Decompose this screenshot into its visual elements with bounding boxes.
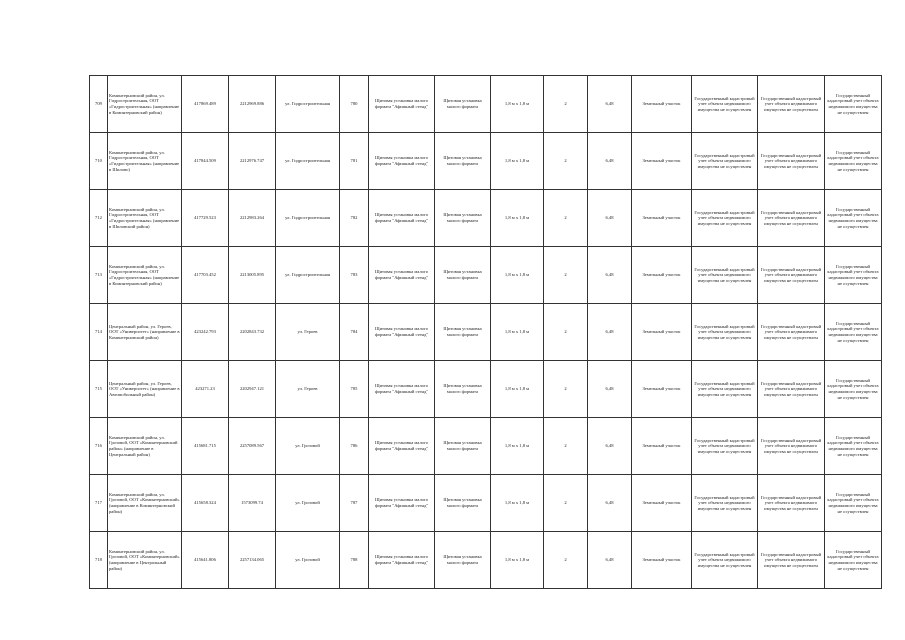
row-number: 714 [90,304,108,361]
coordinate-y-cell: 2202843.732 [229,304,276,361]
table-row [90,133,882,190]
structure-type-cell: Щитовая установка малого формата "Афишный стенд" [369,190,435,247]
cadastral-status-cell: Государственный кадастровый учет объекта недвижимого имущества не осуществлен [692,133,758,190]
table-row [90,532,882,589]
land-type-cell: Земельный участок [632,190,692,247]
coordinate-y-cell: 2213005.895 [229,247,276,304]
structure-kind-cell: Щитовая установка малого формата [435,304,491,361]
area-cell: 6,48 [588,247,632,304]
location-cell: Коминтерновский район, ул. Грозовой, ООТ «Коминтерновский» (направление в Коминтерновский район) [108,475,182,532]
table-row [90,304,882,361]
sides-cell: 2 [544,133,588,190]
location-cell: Коминтерновский район, ул. Грозовой, ООТ «Коминтерновский» (направление в Центральный район) [108,532,182,589]
sides-cell: 2 [544,247,588,304]
structure-id-cell: 785 [340,361,369,418]
sides-cell: 2 [544,361,588,418]
structure-type-cell: Щитовая установка малого формата "Афишный стенд" [369,418,435,475]
street-cell: ул. Гидростроительная [276,76,340,133]
sides-cell: 2 [544,190,588,247]
location-cell: Коминтерновский район, ул. Грозовой, ООТ «Коминтерновский район» (направление в Центральный район) [108,418,182,475]
structure-kind-cell: Щитовая установка малого формата [435,133,491,190]
sides-cell: 2 [544,76,588,133]
cadastral-status-cell: Государственный кадастровый учет объекта недвижимого имущества не осуществлен [692,418,758,475]
cadastral-status-cell: Государственный кадастровый учет объекта недвижимого имущества не осуществлен [825,247,882,304]
structure-type-cell: Щитовая установка малого формата "Афишный стенд" [369,304,435,361]
size-cell: 1,8 м х 1,8 м [491,418,544,475]
land-type-cell: Земельный участок [632,532,692,589]
street-cell: ул. Героев [276,304,340,361]
cadastral-status-cell: Государственный кадастровый учет объекта недвижимого имущества не осуществлен [758,475,825,532]
cadastral-status-cell: Государственный кадастровый учет объекта недвижимого имущества не осуществлен [692,475,758,532]
coordinate-x-cell: 423271.23 [182,361,229,418]
cadastral-status-cell: Государственный кадастровый учет объекта недвижимого имущества не осуществлен [825,304,882,361]
size-cell: 1,8 м х 1,8 м [491,190,544,247]
structure-type-cell: Щитовая установка малого формата "Афишный стенд" [369,532,435,589]
coordinate-x-cell: 415641.806 [182,532,229,589]
structure-id-cell: 787 [340,475,369,532]
location-cell: Коминтерновский район, ул. Гидростроительная, ООТ «Гидростроительная» (направление в Шиловский район) [108,190,182,247]
table-row [90,247,882,304]
structure-kind-cell: Щитовая установка малого формата [435,190,491,247]
area-cell: 6,48 [588,76,632,133]
street-cell: ул. Грозовой [276,532,340,589]
street-cell: ул. Гидростроительная [276,190,340,247]
size-cell: 1,8 м х 1,8 м [491,247,544,304]
street-cell: ул. Гидростроительная [276,247,340,304]
cadastral-status-cell: Государственный кадастровый учет объекта недвижимого имущества не осуществлен [758,532,825,589]
location-cell: Коминтерновский район, ул. Гидростроительная, ООТ «Гидростроительная» (направление в Шилово) [108,133,182,190]
location-cell: Коминтерновский район, ул. Гидростроительная, ООТ «Гидростроительная» (направление в Коминтерновский район) [108,247,182,304]
register-table [89,75,882,589]
size-cell: 1,8 м х 1,8 м [491,76,544,133]
cadastral-status-cell: Государственный кадастровый учет объекта недвижимого имущества не осуществлен [825,76,882,133]
area-cell: 6,48 [588,304,632,361]
row-number: 712 [90,190,108,247]
land-type-cell: Земельный участок [632,361,692,418]
row-number: 716 [90,418,108,475]
size-cell: 1,8 м х 1,8 м [491,475,544,532]
cadastral-status-cell: Государственный кадастровый учет объекта недвижимого имущества не осуществлен [758,247,825,304]
cadastral-status-cell: Государственный кадастровый учет объекта недвижимого имущества не осуществлен [692,532,758,589]
structure-kind-cell: Щитовая установка малого формата [435,247,491,304]
table-row [90,361,882,418]
structure-id-cell: 784 [340,304,369,361]
structure-type-cell: Щитовая установка малого формата "Афишный стенд" [369,76,435,133]
cadastral-status-cell: Государственный кадастровый учет объекта недвижимого имущества не осуществлен [692,247,758,304]
area-cell: 6,48 [588,532,632,589]
cadastral-status-cell: Государственный кадастровый учет объекта недвижимого имущества не осуществлен [758,76,825,133]
cadastral-status-cell: Государственный кадастровый учет объекта недвижимого имущества не осуществлен [758,418,825,475]
cadastral-status-cell: Государственный кадастровый учет объекта недвижимого имущества не осуществлен [758,304,825,361]
table-row [90,190,882,247]
land-type-cell: Земельный участок [632,304,692,361]
sides-cell: 2 [544,418,588,475]
area-cell: 6,48 [588,133,632,190]
street-cell: ул. Гидростроительная [276,133,340,190]
coordinate-x-cell: 417703.452 [182,247,229,304]
land-type-cell: Земельный участок [632,76,692,133]
cadastral-status-cell: Государственный кадастровый учет объекта недвижимого имущества не осуществлен [825,133,882,190]
coordinate-y-cell: 2257089.567 [229,418,276,475]
table-body [90,76,882,589]
cadastral-status-cell: Государственный кадастровый учет объекта недвижимого имущества не осуществлен [825,475,882,532]
cadastral-status-cell: Государственный кадастровый учет объекта недвижимого имущества не осуществлен [758,133,825,190]
structure-kind-cell: Щитовая установка малого формата [435,475,491,532]
coordinate-y-cell: 2257134.065 [229,532,276,589]
coordinate-x-cell: 417729.523 [182,190,229,247]
structure-type-cell: Щитовая установка малого формата "Афишный стенд" [369,361,435,418]
location-cell: Центральный район, ул. Героев, ООТ «Университет» (направление в Автомобильный район) [108,361,182,418]
structure-id-cell: 786 [340,418,369,475]
structure-kind-cell: Щитовая установка малого формата [435,361,491,418]
structure-kind-cell: Щитовая установка малого формата [435,76,491,133]
cadastral-status-cell: Государственный кадастровый учет объекта недвижимого имущества не осуществлен [758,361,825,418]
cadastral-status-cell: Государственный кадастровый учет объекта недвижимого имущества не осуществлен [825,190,882,247]
structure-id-cell: 783 [340,247,369,304]
coordinate-y-cell: 2212969.886 [229,76,276,133]
cadastral-status-cell: Государственный кадастровый учет объекта недвижимого имущества не осуществлен [825,361,882,418]
cadastral-status-cell: Государственный кадастровый учет объекта недвижимого имущества не осуществлен [692,361,758,418]
coordinate-x-cell: 423242.793 [182,304,229,361]
structure-kind-cell: Щитовая установка малого формата [435,532,491,589]
cadastral-status-cell: Государственный кадастровый учет объекта недвижимого имущества не осуществлен [692,304,758,361]
structure-id-cell: 781 [340,133,369,190]
area-cell: 6,48 [588,361,632,418]
area-cell: 6,48 [588,418,632,475]
street-cell: ул. Героев [276,361,340,418]
coordinate-x-cell: 417869.489 [182,76,229,133]
structure-id-cell: 782 [340,190,369,247]
cadastral-status-cell: Государственный кадастровый учет объекта недвижимого имущества не осуществлен [692,76,758,133]
size-cell: 1,8 м х 1,8 м [491,532,544,589]
row-number: 710 [90,133,108,190]
sides-cell: 2 [544,532,588,589]
row-number: 713 [90,247,108,304]
structure-type-cell: Щитовая установка малого формата "Афишный стенд" [369,475,435,532]
cadastral-status-cell: Государственный кадастровый учет объекта недвижимого имущества не осуществлен [825,418,882,475]
land-type-cell: Земельный участок [632,247,692,304]
sides-cell: 2 [544,475,588,532]
street-cell: ул. Грозовой [276,475,340,532]
cadastral-status-cell: Государственный кадастровый учет объекта недвижимого имущества не осуществлен [692,190,758,247]
table-row [90,475,882,532]
sides-cell: 2 [544,304,588,361]
location-cell: Центральный район, ул. Героев, ООТ «Университет» (направление в Коминтерновский район) [108,304,182,361]
size-cell: 1,8 м х 1,8 м [491,133,544,190]
structure-type-cell: Щитовая установка малого формата "Афишный стенд" [369,133,435,190]
coordinate-x-cell: 417844.509 [182,133,229,190]
coordinate-x-cell: 415681.715 [182,418,229,475]
size-cell: 1,8 м х 1,8 м [491,361,544,418]
area-cell: 6,48 [588,475,632,532]
location-cell: Коминтерновский район, ул. Гидростроительная, ООТ «Гидростроительная» (направление в Коминтерновский район) [108,76,182,133]
coordinate-y-cell: 2202947.121 [229,361,276,418]
structure-id-cell: 788 [340,532,369,589]
coordinate-y-cell: 2212976.747 [229,133,276,190]
land-type-cell: Земельный участок [632,475,692,532]
land-type-cell: Земельный участок [632,133,692,190]
structure-kind-cell: Щитовая установка малого формата [435,418,491,475]
cadastral-status-cell: Государственный кадастровый учет объекта недвижимого имущества не осуществлен [825,532,882,589]
row-number: 715 [90,361,108,418]
row-number: 718 [90,532,108,589]
structure-id-cell: 780 [340,76,369,133]
area-cell: 6,48 [588,190,632,247]
coordinate-x-cell: 415658.324 [182,475,229,532]
size-cell: 1,8 м х 1,8 м [491,304,544,361]
table-row [90,418,882,475]
row-number: 717 [90,475,108,532]
coordinate-y-cell: 2212983.264 [229,190,276,247]
table-row [90,76,882,133]
land-type-cell: Земельный участок [632,418,692,475]
row-number: 709 [90,76,108,133]
structure-type-cell: Щитовая установка малого формата "Афишный стенд" [369,247,435,304]
street-cell: ул. Грозовой [276,418,340,475]
cadastral-status-cell: Государственный кадастровый учет объекта недвижимого имущества не осуществлен [758,190,825,247]
coordinate-y-cell: 1573099.74 [229,475,276,532]
